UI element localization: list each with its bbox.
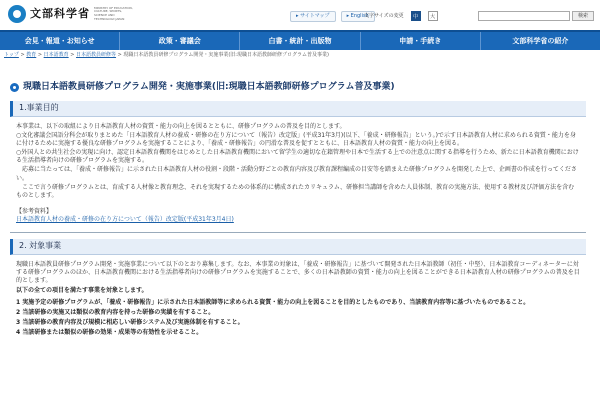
logo-text: 文部科学省: [30, 6, 90, 20]
site-logo[interactable]: [8, 5, 134, 23]
nav-item-whitepaper[interactable]: 白書・統計・出版物: [240, 32, 360, 50]
title-bullet-icon: [10, 83, 19, 92]
breadcrumb-education[interactable]: 教育: [26, 52, 37, 58]
ministry-emblem-icon: [8, 5, 26, 23]
purpose-body: [10, 123, 586, 200]
target-criteria-intro: 以下の全ての項目を満たす事業を対象とします。: [16, 287, 148, 295]
purpose-paragraph: 応募に当たっては、「養成・研修報告」に示された日本語教育人材の役割・段階・活動分野ごとの教育内容及び教育課程編成の目安等を踏まえた研修プログラムを開発した上で、企画書の作成を行ってください。: [16, 166, 577, 182]
nav-item-about[interactable]: 文部科学省の紹介: [512, 37, 569, 45]
list-item: 1 実施予定の研修プログラムが、「養成・研修報告」に示された日本語教師等に求められる資質・能力の向上を図ることを目的としたものであり、当該教育内容等に基づいたものであること。: [16, 299, 530, 307]
target-body: [10, 261, 586, 285]
purpose-paragraph: ○文化審議会国語分科会が取りまとめた「日本語教育人材の養成・研修の在り方について（報告）改定版」(平成31年3月)(以下、「養成・研修報告」という。)で示す日本語教育人材に求められる資質・能力を身に付けるために実施する優良な研修プログラムを実施することにより、「養成・研修報告」の円滑な普及を促すとともに、日本語教育人材の資質・能力の向上を図る。: [16, 132, 576, 148]
sitemap-link[interactable]: ▸ サイトマップ: [290, 11, 336, 22]
nav-item-application[interactable]: 申請・手続き: [361, 32, 481, 50]
list-item: 4 当該研修または類似の研修の効果・成果等の有効性を示せること。: [16, 329, 203, 337]
font-size-control: [364, 11, 438, 21]
search-button[interactable]: 検索: [572, 11, 594, 21]
divider: [10, 232, 586, 233]
section-heading-target: 2. 対象事業: [10, 239, 586, 255]
target-paragraph: 現職日本語教員研修プログラム開発・実施事業について以下のとおり募集します。なお、本事業の対象は、「養成・研修報告」に基づいて開発された日本語教師（初任・中堅）、日本語教育コーディネーターに対する研修プログラムのほか、日本語教育機関における生活指導者向けの研修プログラムを実施することで、多くの日本語教師の資質・能力の向上を図ることができる日本語教育人材の研修プログラムの普及を目的とします。: [16, 260, 580, 284]
criteria-list: [10, 299, 586, 337]
breadcrumb-japanese-education[interactable]: 日本語教育: [43, 52, 69, 58]
utility-links: [290, 11, 375, 22]
breadcrumb-teacher-training[interactable]: 日本語教員研修等: [76, 52, 117, 58]
nav-item-news[interactable]: 会見・報道・お知らせ: [0, 32, 120, 50]
breadcrumb-top[interactable]: トップ: [4, 52, 19, 58]
font-size-label: 文字サイズの変更: [364, 12, 404, 19]
breadcrumb-current: 現職日本語教員研修プログラム開発・実施事業(旧:現職日本語教師研修プログラム普及事業): [123, 52, 329, 58]
purpose-paragraph: 本事業は、以下の取組により日本語教育人材の資質・能力の向上を図るとともに、研修プログラムの普及を目的とします。: [16, 122, 346, 130]
reference-link[interactable]: 日本語教育人材の養成・研修の在り方について（報告）改定版(平成31年3月4日): [16, 215, 234, 223]
main-content: [0, 81, 600, 338]
global-nav: [0, 30, 600, 50]
search-input[interactable]: [478, 11, 570, 21]
purpose-paragraph: ○外国人との共生社会の実現に向け、認定日本語教育機関をはじめとした日本語教育機関において留学生の適切な在籍管理や日本で生活する上での注意点に関する指導を行うため、新たに日本語教育機関における生活指導者向けの研修プログラムを実施する。: [16, 149, 579, 165]
reference-label: 【参考資料】: [16, 207, 53, 215]
site-header: [0, 0, 600, 30]
nav-item-policy[interactable]: 政策・審議会: [120, 32, 240, 50]
list-item: 3 当該研修の教育内容及び規模に相応しい研修システム及び実施体制を有すること。: [16, 319, 244, 327]
breadcrumb: トップ > 教育 > 日本語教育 > 日本語教員研修等 > 現職日本語教員研修プログラム開発・実施事業(旧:現職日本語教師研修プログラム普及事業): [4, 52, 329, 58]
english-link[interactable]: ▸ English: [341, 11, 375, 22]
list-item: 2 当該研修の実施又は類似の教育内容を持った研修の実績を有すること。: [16, 309, 215, 317]
font-size-large-button[interactable]: 大: [428, 11, 438, 21]
page-title-text: 現職日本語教員研修プログラム開発・実施事業(旧:現職日本語教師研修プログラム普及事業): [23, 82, 395, 92]
logo-subtext: MINISTRY OF EDUCATION, CULTURE, SPORTS, SCIENCE AND TECHNOLOGY-JAPAN: [94, 5, 133, 21]
font-size-medium-button[interactable]: 中: [411, 11, 421, 21]
purpose-paragraph: ここで言う研修プログラムとは、育成する人材像と教育理念、それを実現するための体系的に構成されたカリキュラム、研修担当講師を含めた人員体制、教育の実施方法、使用する教材及び評価方法を含むものとします。: [16, 183, 575, 199]
page-title: [10, 81, 586, 93]
section-heading-purpose: 1.事業目的: [10, 101, 586, 117]
